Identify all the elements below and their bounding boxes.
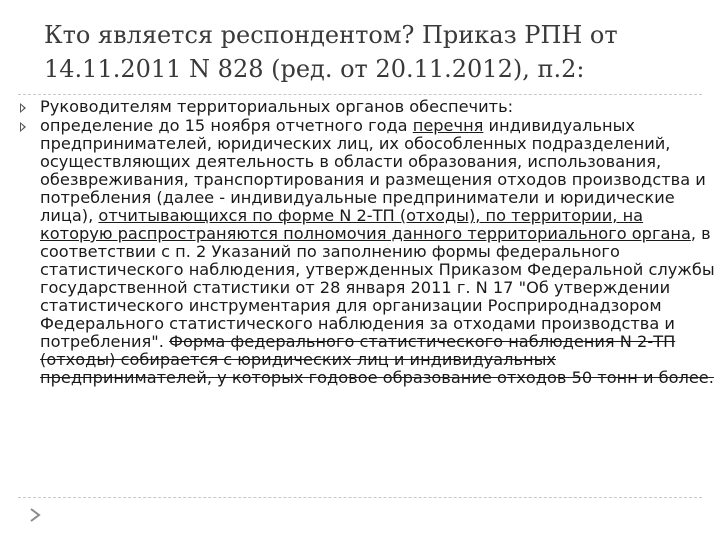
bullet-text-2-part2: индивидуальных предпринимателей, юридических лиц, их обособленных подразделений, осуществляющих деятельность в области образования, использования, обезвреживания, транспортирования и размещения отходов производства и потребления (далее - индивидуальные предприниматели и юридические лица),	[40, 116, 706, 225]
bullet-text-2-part1: определение до 15 ноября отчетного года	[40, 116, 413, 135]
underlined-phrase: отчитывающихся по форме N 2-ТП (отходы), по территории, на которую распространяются полномочия данного территориального органа	[40, 206, 691, 243]
bullet-item-1	[18, 98, 718, 116]
slide-title: Кто является респондентом? Приказ РПН от 14.11.2011 N 828 (ред. от 20.11.2012), п.2:	[44, 21, 618, 83]
bullet-list	[18, 98, 718, 388]
triangle-bullet-icon	[20, 122, 26, 132]
perechen-link[interactable]: перечня	[412, 116, 484, 135]
triangle-bullet-icon	[20, 103, 26, 113]
bullet-text-2-part3: , в соответствии с п. 2 Указаний по заполнению формы федерального статистического наблюдения, утвержденных Приказом Федеральной службы государственной статистики от 28 января 2011 г. N 17 "Об утверждении статистического инструментария для организации Росприроднадзором Федерального статистического наблюдения за отходами производства и потребления".	[40, 224, 715, 351]
title-divider	[18, 94, 702, 95]
bullet-item-2	[18, 117, 718, 387]
chevron-right-icon[interactable]	[29, 508, 41, 522]
footer-divider	[18, 497, 702, 498]
struck-through-text: Форма федерального статистического наблюдения N 2-ТП (отходы) собирается с юридических лиц и индивидуальных предпринимателей, у которых годовое образование отходов 50 тонн и более.	[40, 332, 714, 387]
bullet-text-1: Руководителям территориальных органов обеспечить:	[40, 97, 514, 116]
